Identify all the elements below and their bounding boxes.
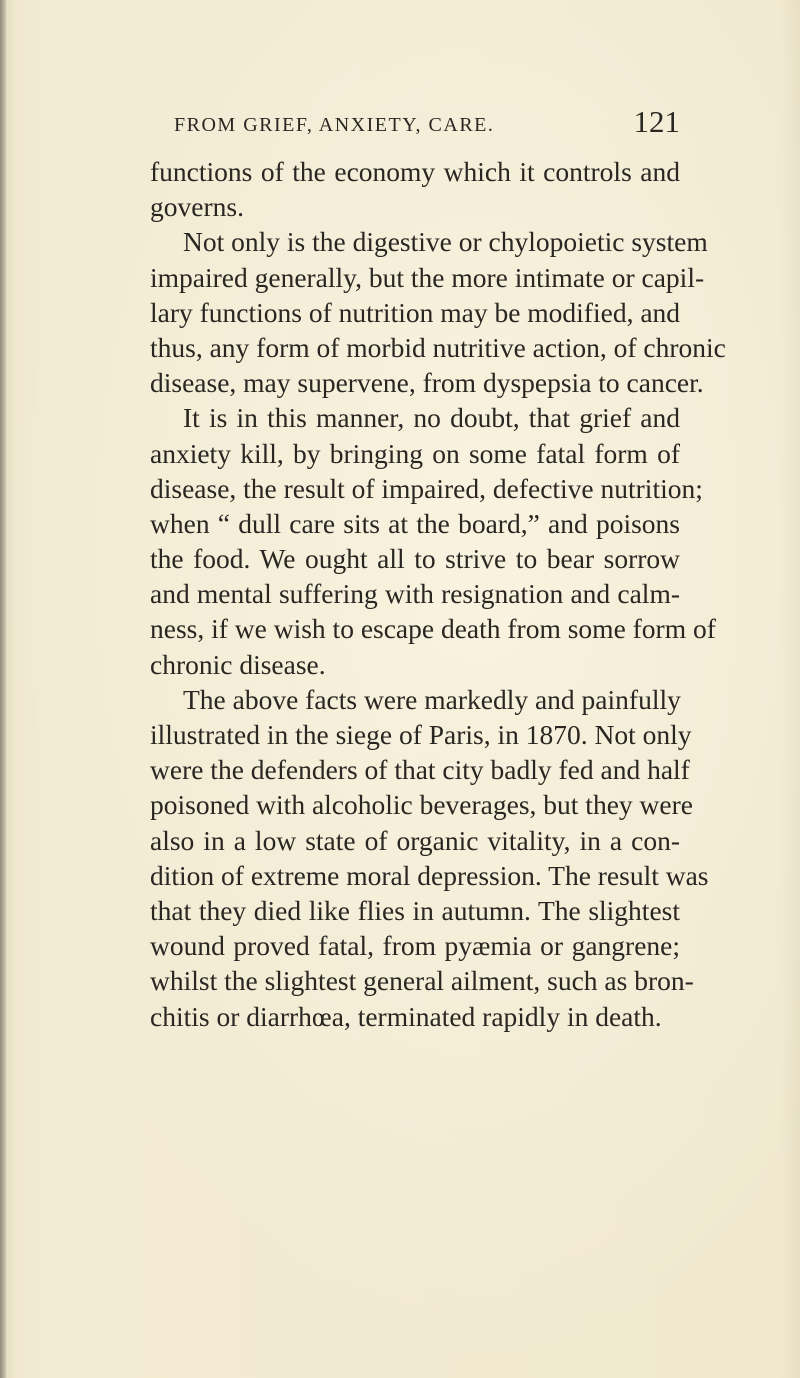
text-line: poisoned with alcoholic beverages, but they were (150, 789, 693, 821)
text-line: were the defenders of that city badly fed and half (150, 754, 690, 786)
paragraph-start-line: The above facts were markedly and painfully (183, 683, 681, 715)
text-line: when “ dull care sits at the board,” and poisons (150, 507, 680, 539)
text-line: disease, may supervene, from dyspepsia to cancer. (150, 367, 704, 399)
page-number: 121 (633, 104, 680, 139)
text-line: anxiety kill, by bringing on some fatal form of (150, 437, 680, 469)
text-line: dition of extreme moral depression. The result was (150, 859, 709, 891)
text-line: ness, if we wish to escape death from some form of (150, 613, 716, 645)
text-line: whilst the slightest general ailment, such as bron- (150, 965, 694, 997)
text-line: disease, the result of impaired, defective nutrition; (150, 472, 703, 504)
text-line: governs. (150, 191, 244, 223)
text-line: wound proved fatal, from pyæmia or gangrene; (150, 930, 680, 962)
text-line: chronic disease. (150, 648, 326, 680)
body-text (150, 154, 726, 1034)
text-line: the food. We ought all to strive to bear sorrow (150, 543, 680, 575)
text-line: that they died like flies in autumn. The slightest (150, 894, 680, 926)
paragraph-start-line: It is in this manner, no doubt, that grief and (183, 402, 680, 434)
paragraph-start-line: Not only is the digestive or chylopoietic system (183, 226, 708, 258)
page-binding-edge (0, 0, 6, 1378)
page-header (150, 100, 680, 142)
text-line: functions of the economy which it controls and (150, 156, 680, 187)
text-line: impaired generally, but the more intimate or capil- (150, 261, 705, 293)
text-line: also in a low state of organic vitality, in a con- (150, 824, 680, 856)
text-line: and mental suffering with resignation and calm- (150, 578, 680, 610)
running-title: FROM GRIEF, ANXIETY, CARE. (174, 114, 495, 136)
text-line: lary functions of nutrition may be modified, and (150, 296, 681, 328)
text-line: thus, any form of morbid nutritive action, of chronic (150, 331, 726, 363)
text-line: chitis or diarrhœa, terminated rapidly in death. (150, 1000, 662, 1032)
text-line: illustrated in the siege of Paris, in 1870. Not only (150, 719, 692, 750)
